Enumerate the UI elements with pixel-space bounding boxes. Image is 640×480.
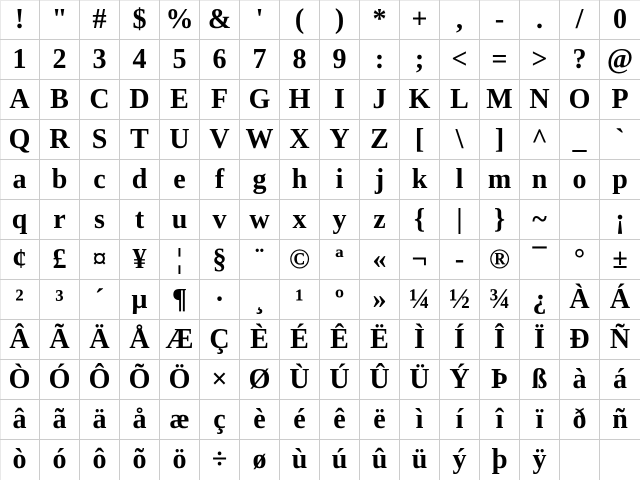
glyph-cell[interactable]: ö bbox=[160, 440, 200, 480]
glyph-cell[interactable]: : bbox=[360, 40, 400, 80]
glyph-cell[interactable]: ? bbox=[560, 40, 600, 80]
glyph-cell[interactable]: Ä bbox=[80, 320, 120, 360]
glyph-cell[interactable]: f bbox=[200, 160, 240, 200]
glyph-cell[interactable]: ó bbox=[40, 440, 80, 480]
glyph-cell[interactable]: Ì bbox=[400, 320, 440, 360]
glyph-cell[interactable]: º bbox=[320, 280, 360, 320]
glyph-cell[interactable]: < bbox=[440, 40, 480, 80]
glyph-cell[interactable]: ÷ bbox=[200, 440, 240, 480]
glyph-cell[interactable]: ð bbox=[560, 400, 600, 440]
glyph-cell[interactable]: ^ bbox=[520, 120, 560, 160]
glyph-cell[interactable]: Ü bbox=[400, 360, 440, 400]
glyph-cell[interactable]: [ bbox=[400, 120, 440, 160]
glyph-cell[interactable]: m bbox=[480, 160, 520, 200]
glyph-cell[interactable]: Î bbox=[480, 320, 520, 360]
glyph-cell[interactable]: ë bbox=[360, 400, 400, 440]
glyph-cell[interactable]: K bbox=[400, 80, 440, 120]
glyph-cell[interactable]: " bbox=[40, 0, 80, 40]
glyph-cell[interactable]: N bbox=[520, 80, 560, 120]
glyph-cell[interactable]: Á bbox=[600, 280, 640, 320]
glyph-cell[interactable]: V bbox=[200, 120, 240, 160]
glyph-cell[interactable]: õ bbox=[120, 440, 160, 480]
glyph-cell[interactable]: ² bbox=[0, 280, 40, 320]
glyph-cell[interactable]: ³ bbox=[40, 280, 80, 320]
glyph-cell[interactable]: ý bbox=[440, 440, 480, 480]
glyph-cell[interactable]: ¼ bbox=[400, 280, 440, 320]
glyph-cell[interactable]: o bbox=[560, 160, 600, 200]
glyph-cell[interactable]: { bbox=[400, 200, 440, 240]
glyph-cell[interactable]: 7 bbox=[240, 40, 280, 80]
glyph-cell[interactable]: W bbox=[240, 120, 280, 160]
glyph-cell[interactable]: c bbox=[80, 160, 120, 200]
glyph-cell[interactable]: è bbox=[240, 400, 280, 440]
glyph-cell[interactable]: x bbox=[280, 200, 320, 240]
glyph-cell[interactable]: É bbox=[280, 320, 320, 360]
glyph-cell[interactable]: @ bbox=[600, 40, 640, 80]
glyph-cell[interactable]: g bbox=[240, 160, 280, 200]
glyph-cell[interactable]: 3 bbox=[80, 40, 120, 80]
glyph-cell[interactable]: Z bbox=[360, 120, 400, 160]
glyph-cell[interactable]: ® bbox=[480, 240, 520, 280]
glyph-cell[interactable]: ¶ bbox=[160, 280, 200, 320]
glyph-cell[interactable]: á bbox=[600, 360, 640, 400]
glyph-cell[interactable]: 2 bbox=[40, 40, 80, 80]
glyph-cell[interactable]: Ï bbox=[520, 320, 560, 360]
glyph-cell[interactable]: R bbox=[40, 120, 80, 160]
glyph-cell[interactable]: Ç bbox=[200, 320, 240, 360]
glyph-cell[interactable]: t bbox=[120, 200, 160, 240]
glyph-cell[interactable]: G bbox=[240, 80, 280, 120]
glyph-cell[interactable]: 4 bbox=[120, 40, 160, 80]
glyph-cell[interactable]: ´ bbox=[80, 280, 120, 320]
glyph-cell[interactable]: ü bbox=[400, 440, 440, 480]
glyph-cell[interactable]: n bbox=[520, 160, 560, 200]
glyph-cell[interactable]: ¹ bbox=[280, 280, 320, 320]
glyph-cell[interactable]: î bbox=[480, 400, 520, 440]
glyph-cell[interactable]: Û bbox=[360, 360, 400, 400]
glyph-cell[interactable]: ¡ bbox=[600, 200, 640, 240]
glyph-cell[interactable]: # bbox=[80, 0, 120, 40]
glyph-cell[interactable]: O bbox=[560, 80, 600, 120]
empty-cell bbox=[560, 200, 600, 240]
glyph-cell[interactable]: k bbox=[400, 160, 440, 200]
glyph-cell[interactable]: Í bbox=[440, 320, 480, 360]
glyph-cell[interactable]: u bbox=[160, 200, 200, 240]
glyph-cell[interactable]: ¾ bbox=[480, 280, 520, 320]
glyph-cell[interactable]: ¿ bbox=[520, 280, 560, 320]
glyph-cell[interactable]: > bbox=[520, 40, 560, 80]
glyph-cell[interactable]: ò bbox=[0, 440, 40, 480]
glyph-cell[interactable]: ) bbox=[320, 0, 360, 40]
glyph-cell[interactable]: s bbox=[80, 200, 120, 240]
glyph-cell[interactable]: Ú bbox=[320, 360, 360, 400]
glyph-cell[interactable]: a bbox=[0, 160, 40, 200]
glyph-cell[interactable]: ¬ bbox=[400, 240, 440, 280]
glyph-cell[interactable]: ( bbox=[280, 0, 320, 40]
glyph-cell[interactable]: ê bbox=[320, 400, 360, 440]
glyph-cell[interactable]: æ bbox=[160, 400, 200, 440]
glyph-cell[interactable]: r bbox=[40, 200, 80, 240]
glyph-cell[interactable]: Ö bbox=[160, 360, 200, 400]
glyph-cell[interactable]: $ bbox=[120, 0, 160, 40]
glyph-cell[interactable]: 1 bbox=[0, 40, 40, 80]
empty-cell bbox=[560, 440, 600, 480]
glyph-cell[interactable]: ç bbox=[200, 400, 240, 440]
glyph-cell[interactable]: Q bbox=[0, 120, 40, 160]
glyph-cell[interactable]: ø bbox=[240, 440, 280, 480]
glyph-cell[interactable]: å bbox=[120, 400, 160, 440]
glyph-cell[interactable]: 8 bbox=[280, 40, 320, 80]
glyph-cell[interactable]: d bbox=[120, 160, 160, 200]
glyph-cell[interactable]: A bbox=[0, 80, 40, 120]
glyph-cell[interactable]: à bbox=[560, 360, 600, 400]
glyph-cell[interactable]: ± bbox=[600, 240, 640, 280]
glyph-cell[interactable]: ¤ bbox=[80, 240, 120, 280]
glyph-cell[interactable]: i bbox=[320, 160, 360, 200]
glyph-cell[interactable]: ú bbox=[320, 440, 360, 480]
glyph-cell[interactable]: y bbox=[320, 200, 360, 240]
glyph-cell[interactable]: ì bbox=[400, 400, 440, 440]
glyph-cell[interactable]: T bbox=[120, 120, 160, 160]
glyph-cell[interactable]: 9 bbox=[320, 40, 360, 80]
glyph-cell[interactable]: % bbox=[160, 0, 200, 40]
glyph-cell[interactable]: È bbox=[240, 320, 280, 360]
glyph-cell[interactable]: Æ bbox=[160, 320, 200, 360]
empty-cell bbox=[600, 440, 640, 480]
glyph-cell[interactable]: J bbox=[360, 80, 400, 120]
glyph-cell[interactable]: & bbox=[200, 0, 240, 40]
glyph-cell[interactable]: E bbox=[160, 80, 200, 120]
glyph-cell[interactable]: H bbox=[280, 80, 320, 120]
glyph-cell[interactable]: Ã bbox=[40, 320, 80, 360]
glyph-cell[interactable]: Ù bbox=[280, 360, 320, 400]
glyph-cell[interactable]: / bbox=[560, 0, 600, 40]
glyph-cell[interactable]: û bbox=[360, 440, 400, 480]
glyph-cell[interactable]: § bbox=[200, 240, 240, 280]
glyph-cell[interactable]: ¨ bbox=[240, 240, 280, 280]
glyph-cell[interactable]: U bbox=[160, 120, 200, 160]
glyph-cell[interactable]: ù bbox=[280, 440, 320, 480]
glyph-cell[interactable]: Þ bbox=[480, 360, 520, 400]
glyph-cell[interactable]: « bbox=[360, 240, 400, 280]
glyph-cell[interactable]: \ bbox=[440, 120, 480, 160]
glyph-cell[interactable]: z bbox=[360, 200, 400, 240]
glyph-cell[interactable]: b bbox=[40, 160, 80, 200]
glyph-cell[interactable]: ¸ bbox=[240, 280, 280, 320]
glyph-cell[interactable]: ñ bbox=[600, 400, 640, 440]
glyph-cell[interactable]: L bbox=[440, 80, 480, 120]
glyph-cell[interactable]: X bbox=[280, 120, 320, 160]
glyph-cell[interactable]: ° bbox=[560, 240, 600, 280]
glyph-cell[interactable]: Ý bbox=[440, 360, 480, 400]
glyph-cell[interactable]: 0 bbox=[600, 0, 640, 40]
glyph-cell[interactable]: 5 bbox=[160, 40, 200, 80]
glyph-cell[interactable]: ½ bbox=[440, 280, 480, 320]
glyph-cell[interactable]: e bbox=[160, 160, 200, 200]
glyph-cell[interactable]: é bbox=[280, 400, 320, 440]
glyph-cell[interactable]: B bbox=[40, 80, 80, 120]
glyph-cell[interactable]: Å bbox=[120, 320, 160, 360]
glyph-cell[interactable]: £ bbox=[40, 240, 80, 280]
glyph-cell[interactable]: × bbox=[200, 360, 240, 400]
glyph-cell[interactable]: q bbox=[0, 200, 40, 240]
glyph-cell[interactable]: | bbox=[440, 200, 480, 240]
glyph-cell[interactable]: Ó bbox=[40, 360, 80, 400]
glyph-cell[interactable]: ô bbox=[80, 440, 120, 480]
glyph-cell[interactable]: ` bbox=[600, 120, 640, 160]
glyph-cell[interactable]: h bbox=[280, 160, 320, 200]
glyph-cell[interactable]: Â bbox=[0, 320, 40, 360]
glyph-cell[interactable]: C bbox=[80, 80, 120, 120]
glyph-cell[interactable]: - bbox=[480, 0, 520, 40]
glyph-cell[interactable]: p bbox=[600, 160, 640, 200]
glyph-cell[interactable]: l bbox=[440, 160, 480, 200]
glyph-cell[interactable]: 6 bbox=[200, 40, 240, 80]
glyph-cell[interactable]: Ø bbox=[240, 360, 280, 400]
glyph-cell[interactable]: Ò bbox=[0, 360, 40, 400]
glyph-cell[interactable]: À bbox=[560, 280, 600, 320]
glyph-cell[interactable]: ; bbox=[400, 40, 440, 80]
glyph-cell[interactable]: þ bbox=[480, 440, 520, 480]
glyph-cell[interactable]: Ë bbox=[360, 320, 400, 360]
glyph-cell[interactable]: } bbox=[480, 200, 520, 240]
glyph-cell[interactable]: . bbox=[520, 0, 560, 40]
glyph-cell[interactable]: Ô bbox=[80, 360, 120, 400]
glyph-cell[interactable]: © bbox=[280, 240, 320, 280]
glyph-cell[interactable]: ~ bbox=[520, 200, 560, 240]
glyph-cell[interactable]: » bbox=[360, 280, 400, 320]
glyph-cell[interactable]: ¦ bbox=[160, 240, 200, 280]
glyph-cell[interactable]: ä bbox=[80, 400, 120, 440]
glyph-cell[interactable]: Y bbox=[320, 120, 360, 160]
glyph-cell[interactable]: - bbox=[440, 240, 480, 280]
glyph-cell[interactable]: ã bbox=[40, 400, 80, 440]
glyph-cell[interactable]: â bbox=[0, 400, 40, 440]
glyph-cell[interactable]: Õ bbox=[120, 360, 160, 400]
glyph-cell[interactable]: µ bbox=[120, 280, 160, 320]
glyph-cell[interactable]: ß bbox=[520, 360, 560, 400]
glyph-cell[interactable]: = bbox=[480, 40, 520, 80]
glyph-cell[interactable]: I bbox=[320, 80, 360, 120]
glyph-cell[interactable]: ¢ bbox=[0, 240, 40, 280]
glyph-cell[interactable]: _ bbox=[560, 120, 600, 160]
glyph-cell[interactable]: F bbox=[200, 80, 240, 120]
glyph-cell[interactable]: , bbox=[440, 0, 480, 40]
glyph-cell[interactable]: w bbox=[240, 200, 280, 240]
glyph-cell[interactable]: Ê bbox=[320, 320, 360, 360]
glyph-cell[interactable]: Ñ bbox=[600, 320, 640, 360]
glyph-cell[interactable]: * bbox=[360, 0, 400, 40]
glyph-cell[interactable]: v bbox=[200, 200, 240, 240]
glyph-cell[interactable]: + bbox=[400, 0, 440, 40]
glyph-cell[interactable]: M bbox=[480, 80, 520, 120]
glyph-cell[interactable]: · bbox=[200, 280, 240, 320]
glyph-cell[interactable]: í bbox=[440, 400, 480, 440]
glyph-cell[interactable]: ! bbox=[0, 0, 40, 40]
glyph-cell[interactable]: ª bbox=[320, 240, 360, 280]
glyph-cell[interactable]: Ð bbox=[560, 320, 600, 360]
glyph-cell[interactable]: j bbox=[360, 160, 400, 200]
glyph-cell[interactable]: ÿ bbox=[520, 440, 560, 480]
glyph-cell[interactable]: S bbox=[80, 120, 120, 160]
glyph-cell[interactable]: ï bbox=[520, 400, 560, 440]
glyph-cell[interactable]: ' bbox=[240, 0, 280, 40]
glyph-cell[interactable]: P bbox=[600, 80, 640, 120]
glyph-cell[interactable]: ¯ bbox=[520, 240, 560, 280]
glyph-cell[interactable]: ¥ bbox=[120, 240, 160, 280]
glyph-cell[interactable]: D bbox=[120, 80, 160, 120]
glyph-cell[interactable]: ] bbox=[480, 120, 520, 160]
